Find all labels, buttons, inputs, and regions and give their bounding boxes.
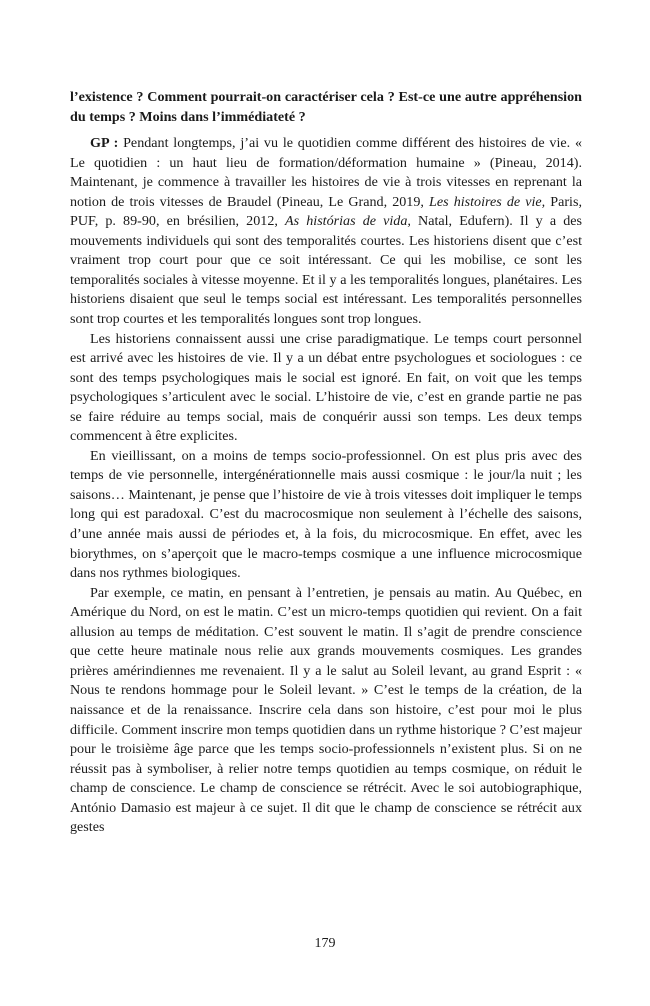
paragraph-spacer: [70, 127, 582, 134]
paragraph-1: [70, 134, 582, 329]
book-title-portuguese: As histórias de vida,: [285, 213, 411, 230]
paragraph-4: Par exemple, ce matin, en pensant à l’entretien, je pensais au matin. Au Québec, en Amérique du Nord, on est le matin. C’est un micro-temps quotidien qui revient. On a fait allusion au temps de méditation. C’est souvent le matin. Il s’agit de prendre conscience que cette heure matinale nous relie aux grands mouvements cosmiques. Les grandes prières amérindiennes me revenaient. Il y a le salut au Soleil levant, au grand Esprit : « Nous te rendons hommage pour le Soleil levant. » C’est le temps de la création, de la naissance et de la renaissance. Inscrire cela dans son histoire, c’est pour moi le plus difficile. Comment inscrire mon temps quotidien dans un rythme historique ? C’est majeur pour le troisième âge parce que les temps socio-professionnels n’existent plus. Si on ne réussit pas à symboliser, à relier notre temps quotidien au temps cosmique, on réduit le champ de conscience. Le champ de conscience se rétrécit. Avec le soi autobiographique, António Damasio est majeur à ce sujet. Il dit que le champ de conscience se rétrécit aux gestes: [70, 584, 582, 836]
paragraph-1-text-a: Pendant longtemps, j’ai vu le quotidien comme différent des histoires de vie. « Le quotidien : un haut lieu de formation/déformation humaine » (Pineau, 2014). Maintenant, je commence à travailler les histoires de vie à trois vitesses en reprenant la notion de trois vitesses de Braudel (Pineau, Le Grand, 2019,: [70, 135, 582, 210]
paragraph-3: En vieillissant, on a moins de temps socio-professionnel. On est plus pris avec des temps de vie personnelle, intergénérationnelle mais aussi cosmique : le jour/la nuit ; les saisons… Maintenant, je pense que l’histoire de vie à trois vitesses doit impliquer le temps long qui est paradoxal. C’est du macrocosmique non seulement à l’échelle des saisons, d’une année mais aussi de périodes et, à la fois, du microcosmique. En effet, avec les biorythmes, on s’aperçoit que le macro-temps cosmique a une influence microcosmique dans nos rythmes biologiques.: [70, 447, 582, 582]
paragraph-2: Les historiens connaissent aussi une crise paradigmatique. Le temps court personnel est arrivé avec les histoires de vie. Il y a un débat entre psychologues et sociologues : ce sont des temps psychologiques mais le social est ignoré. En fait, on voit que les temps psychologiques s’articulent avec le social. L’histoire de vie, c’est en grande partie ne pas se faire réduire au temps social, mais de conquérir aussi son temps. Les deux temps commencent à être explicites.: [70, 330, 582, 445]
book-title-french: Les histoires de vie,: [429, 193, 546, 210]
page-number: 179: [314, 936, 336, 951]
page-body: [70, 88, 582, 838]
speaker-label: GP :: [90, 135, 119, 152]
paragraph-1-text-c: Natal, Edufern). Il y a des mouvements individuels qui sont des temporalités courtes. Les historiens disent que c’est vraiment trop court pour que ce soit intéressant. Ce qui les mobilise, ce sont les temporalités sociales à vitesse moyenne. Et il y a les temporalités longues, planétaires. Les historiens disaient que seul le temps social est intéressant. Les temporalités personnelles sont trop courtes et les temporalités longues sont trop longues.: [70, 213, 582, 328]
paragraph-1-text-b: Paris, PUF, p. 89-90, en brésilien, 2012,: [70, 193, 582, 230]
question-text: l’existence ? Comment pourrait-on caractériser cela ? Est-ce une autre appréhension du temps ? Moins dans l’immédiateté ?: [70, 89, 582, 125]
